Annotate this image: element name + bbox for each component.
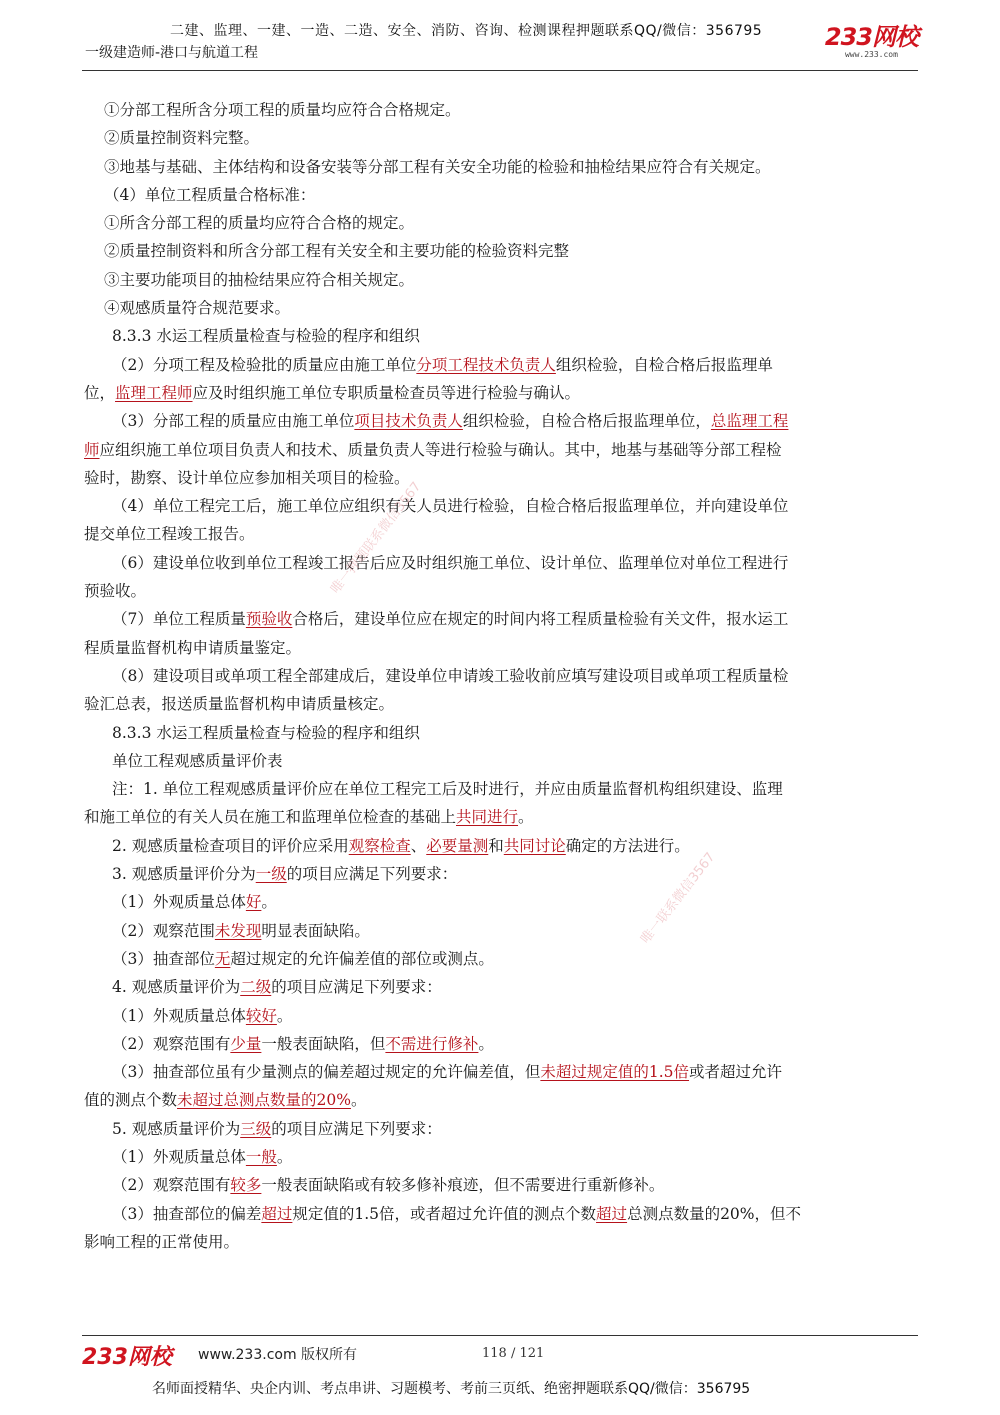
text-segment: 的项目应满足下列要求： — [271, 1119, 442, 1138]
text-segment: 影响工程的正常使用。 — [84, 1232, 240, 1251]
text-line — [84, 747, 926, 775]
text-line — [84, 1115, 926, 1143]
watermark-2: 唯一联系微信3567 — [638, 849, 719, 947]
header-subtitle: 一级建造师-港口与航道工程 — [85, 45, 259, 61]
text-line — [84, 436, 926, 464]
text-segment: （3）抽查部位 — [112, 949, 215, 968]
key-term: 共同讨论 — [503, 836, 566, 855]
key-term: 总监理工程 — [710, 412, 789, 431]
footer-promo-line: 名师面授精华、央企内训、考点串讲、习题模考、考前三页纸、绝密押题联系QQ/微信：356795 — [152, 1381, 751, 1397]
text-segment: 应组织施工单位项目负责人和技术、质量负责人等进行检验与确认。其中，地基与基础等分部工程检 — [99, 440, 782, 459]
key-term: 分项工程技术负责人 — [416, 355, 556, 374]
text-segment: ③地基与基础、主体结构和设备安装等分部工程有关安全功能的检验和抽检结果应符合有关规定。 — [104, 157, 771, 176]
text-line — [84, 1143, 926, 1171]
text-segment: 或者超过允许 — [689, 1063, 783, 1082]
key-term: 较好 — [245, 1006, 277, 1025]
text-line — [84, 860, 926, 888]
text-line — [84, 294, 926, 322]
key-term: 共同进行 — [456, 808, 519, 827]
text-segment: 、 — [410, 836, 427, 855]
watermark-1: 唯一押题联系微信3567 — [328, 479, 425, 597]
text-segment: （7）单位工程质量 — [112, 610, 246, 629]
text-segment: （3）分部工程的质量应由施工单位 — [112, 412, 355, 431]
text-line — [84, 719, 926, 747]
text-line — [84, 351, 926, 379]
text-segment: ①分部工程所含分项工程的质量均应符合合格规定。 — [104, 101, 461, 119]
header-logo-mark: 233网校 — [824, 23, 918, 51]
text-segment: 8.3.3 水运工程质量检查与检验的程序和组织 — [112, 327, 420, 346]
text-segment: ④观感质量符合规范要求。 — [104, 299, 291, 318]
key-term: 超过 — [596, 1204, 628, 1223]
key-term: 未超过总测点数量的20% — [177, 1091, 351, 1110]
text-line — [84, 1228, 926, 1256]
text-line — [84, 237, 926, 265]
text-line — [84, 1086, 926, 1114]
text-segment: ②质量控制资料完整。 — [104, 129, 260, 148]
header-logo-url: www.233.com — [844, 50, 898, 59]
text-line — [84, 832, 926, 860]
text-line — [84, 775, 926, 803]
text-segment: 。 — [261, 893, 277, 912]
key-term: 观察检查 — [348, 836, 411, 855]
text-line — [84, 549, 926, 577]
text-line — [84, 520, 926, 548]
key-term: 三级 — [240, 1119, 272, 1138]
text-line — [84, 605, 926, 633]
text-line — [84, 96, 926, 124]
text-segment: 8.3.3 水运工程质量检查与检验的程序和组织 — [112, 723, 420, 742]
key-term: 超过 — [261, 1204, 293, 1223]
footer-logo: 233网校 — [82, 1345, 172, 1370]
text-segment: 和施工单位的有关人员在施工和监理单位检查的基础上 — [84, 808, 457, 827]
text-segment: 组织检验，自检合格后报监理单位， — [462, 412, 711, 431]
key-term: 未发现 — [214, 921, 262, 940]
key-term: 预验收 — [245, 610, 293, 629]
text-segment: 3. 观感质量评价分为 — [112, 865, 256, 884]
text-line — [84, 181, 926, 209]
text-segment: 5. 观感质量评价为 — [112, 1119, 241, 1138]
text-segment: （8）建设项目或单项工程全部建成后，建设单位申请竣工验收前应填写建设项目或单项工程质量检 — [112, 666, 789, 685]
text-line — [84, 662, 926, 690]
key-term: 不需进行修补 — [385, 1034, 479, 1053]
text-segment: 和 — [488, 836, 504, 855]
text-segment: （3）抽查部位的偏差 — [112, 1204, 262, 1223]
text-line — [84, 1058, 926, 1086]
text-segment: （4）单位工程完工后，施工单位应组织有关人员进行检验，自检合格后报监理单位，并向建设单位 — [112, 497, 789, 516]
text-segment: 一般表面缺陷或有较多修补痕迹，但不需要进行重新修补。 — [261, 1176, 665, 1195]
text-segment: 预验收。 — [84, 582, 147, 601]
text-segment: 规定值的1.5倍，或者超过允许值的测点个数 — [292, 1204, 597, 1223]
text-segment: 2. 观感质量检查项目的评价应采用 — [112, 836, 349, 855]
key-term: 监理工程师 — [115, 383, 193, 402]
text-line — [84, 124, 926, 152]
text-segment: 单位工程观感质量评价表 — [112, 751, 283, 770]
text-segment: （6）建设单位收到单位工程竣工报告后应及时组织施工单位、设计单位、监理单位对单位工程进行 — [112, 553, 789, 572]
text-line — [84, 209, 926, 237]
text-line — [84, 577, 926, 605]
text-line — [84, 492, 926, 520]
text-segment: 确定的方法进行。 — [565, 836, 690, 855]
text-segment: 。 — [518, 808, 534, 827]
page-number: 118 / 121 — [482, 1346, 545, 1361]
text-line — [84, 888, 926, 916]
document-body — [84, 96, 926, 1256]
text-segment: 注：1. 单位工程观感质量评价应在单位工程完工后及时进行，并应由质量监督机构组织建设、监理 — [112, 780, 783, 799]
text-line — [84, 973, 926, 1001]
text-segment: ②质量控制资料和所含分部工程有关安全和主要功能的检验资料完整 — [104, 242, 570, 261]
text-line — [84, 803, 926, 831]
text-segment: （2）分项工程及检验批的质量应由施工单位 — [112, 355, 417, 374]
text-line — [84, 945, 926, 973]
key-term: 师 — [84, 440, 100, 459]
footer-copyright: www.233.com 版权所有 — [198, 1347, 358, 1363]
key-term: 项目技术负责人 — [354, 412, 463, 431]
text-line — [84, 917, 926, 945]
key-term: 必要量测 — [426, 836, 489, 855]
text-segment: 值的测点个数 — [84, 1091, 178, 1110]
key-term: 一般 — [245, 1147, 277, 1166]
text-segment: 。 — [350, 1091, 367, 1110]
text-line — [84, 464, 926, 492]
text-line — [84, 1002, 926, 1030]
text-segment: 验汇总表，报送质量监督机构申请质量核定。 — [84, 695, 395, 714]
key-term: 一级 — [255, 865, 287, 884]
text-segment: 应及时组织施工单位专职质量检查员等进行检验与确认。 — [192, 383, 581, 402]
text-line — [84, 379, 926, 407]
text-segment: ③主要功能项目的抽检结果应符合相关规定。 — [104, 270, 415, 289]
text-segment: 。 — [276, 1147, 293, 1166]
text-segment: 提交单位工程竣工报告。 — [84, 525, 255, 544]
header-contact-line: 二建、监理、一建、一造、二造、安全、消防、咨询、检测课程押题联系QQ/微信：356795 — [170, 23, 763, 39]
text-segment: 组织检验，自检合格后报监理单 — [555, 355, 773, 374]
text-line — [84, 1171, 926, 1199]
text-segment: 验时，勘察、设计单位应参加相关项目的检验。 — [84, 468, 410, 487]
key-term: 好 — [245, 893, 262, 912]
key-term: 少量 — [230, 1034, 262, 1053]
text-segment: 总测点数量的20%，但不 — [627, 1204, 802, 1223]
text-segment: （3）抽查部位虽有少量测点的偏差超过规定的允许偏差值，但 — [112, 1063, 541, 1082]
text-line — [84, 322, 926, 350]
text-segment: （1）外观质量总体 — [112, 1147, 246, 1166]
footer-divider — [82, 1335, 918, 1336]
text-segment: （2）观察范围 — [112, 921, 215, 940]
text-line — [84, 634, 926, 662]
text-segment: （2）观察范围有 — [112, 1034, 231, 1053]
text-segment: 程质量监督机构申请质量鉴定。 — [84, 638, 302, 657]
key-term: 二级 — [240, 978, 272, 997]
header-divider — [82, 70, 918, 71]
text-segment: 位， — [84, 383, 116, 402]
header-logo — [825, 24, 918, 59]
text-segment: 明显表面缺陷。 — [261, 921, 370, 940]
text-segment: 的项目应满足下列要求： — [271, 978, 442, 997]
text-line — [84, 153, 926, 181]
text-line — [84, 407, 926, 435]
key-term: 较多 — [230, 1176, 262, 1195]
text-segment: （1）外观质量总体 — [112, 1006, 246, 1025]
text-segment: 4. 观感质量评价为 — [112, 978, 241, 997]
text-segment: ①所含分部工程的质量均应符合合格的规定。 — [104, 214, 415, 233]
text-segment: 。 — [276, 1006, 293, 1025]
key-term: 未超过规定值的1.5倍 — [540, 1063, 690, 1082]
key-term: 无 — [214, 949, 231, 968]
text-line — [84, 266, 926, 294]
text-segment: 超过规定的允许偏差值的部位或测点。 — [230, 949, 494, 968]
text-segment: （1）外观质量总体 — [112, 893, 246, 912]
text-line — [84, 690, 926, 718]
text-segment: 。 — [478, 1034, 494, 1053]
text-segment: 的项目应满足下列要求： — [286, 865, 458, 884]
text-segment: 一般表面缺陷，但 — [261, 1034, 386, 1053]
text-segment: （2）观察范围有 — [112, 1176, 231, 1195]
text-segment: 合格后，建设单位应在规定的时间内将工程质量检验有关文件，报水运工 — [292, 610, 789, 629]
text-line — [84, 1200, 926, 1228]
text-segment: （4）单位工程质量合格标准： — [104, 185, 316, 204]
text-line — [84, 1030, 926, 1058]
